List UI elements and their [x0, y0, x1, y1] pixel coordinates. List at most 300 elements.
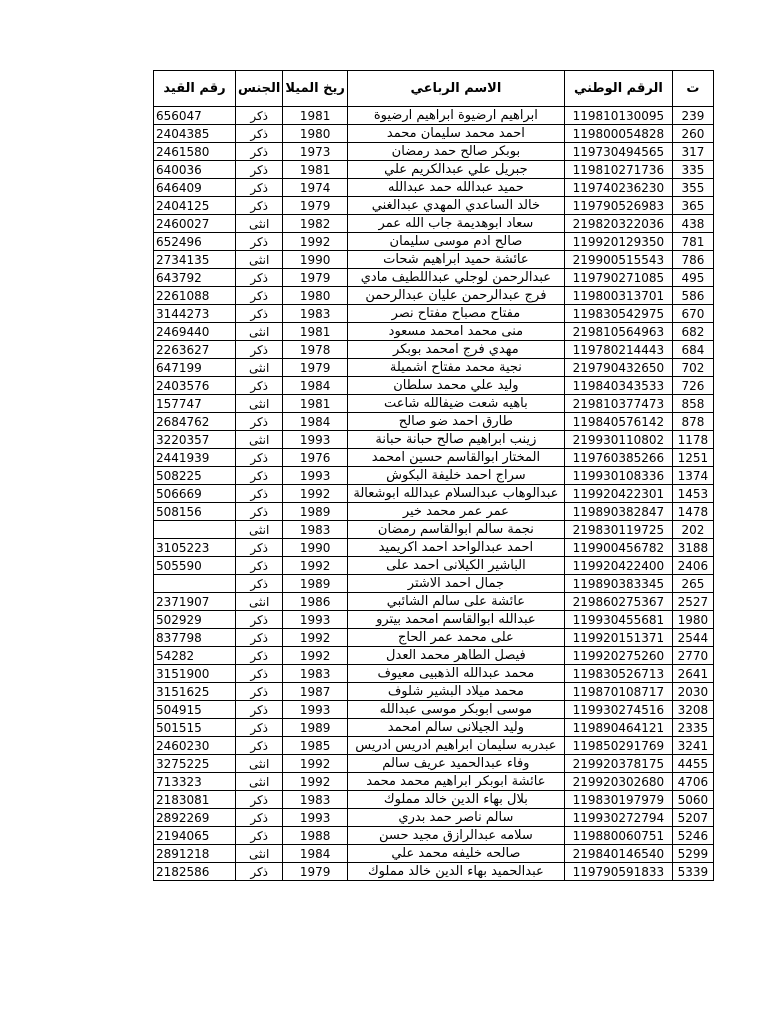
cell-birth-year: 1992 [283, 233, 348, 251]
cell-national-id: 119880060751 [564, 827, 672, 845]
cell-name: جبريل علي عبدالكريم علي [347, 161, 564, 179]
cell-seq: 858 [672, 395, 713, 413]
cell-seq: 682 [672, 323, 713, 341]
cell-birth-year: 1993 [283, 701, 348, 719]
table-row [154, 539, 714, 557]
cell-birth-year: 1976 [283, 449, 348, 467]
cell-birth-year: 1980 [283, 125, 348, 143]
cell-registry: 505590 [154, 557, 236, 575]
cell-registry: 713323 [154, 773, 236, 791]
cell-birth-year: 1992 [283, 485, 348, 503]
cell-gender: ذكر [236, 341, 283, 359]
cell-national-id: 119890382847 [564, 503, 672, 521]
cell-seq: 3208 [672, 701, 713, 719]
table-row [154, 359, 714, 377]
cell-national-id: 119830197979 [564, 791, 672, 809]
cell-registry: 2441939 [154, 449, 236, 467]
cell-gender: ذكر [236, 827, 283, 845]
cell-national-id: 119810130095 [564, 107, 672, 125]
cell-seq: 786 [672, 251, 713, 269]
cell-national-id: 219820322036 [564, 215, 672, 233]
cell-registry: 508225 [154, 467, 236, 485]
cell-birth-year: 1979 [283, 863, 348, 881]
table-row [154, 161, 714, 179]
table-row [154, 269, 714, 287]
cell-national-id: 219920302680 [564, 773, 672, 791]
cell-name: سعاد ابوهديمة جاب الله عمر [347, 215, 564, 233]
cell-name: عمر عمر محمد خير [347, 503, 564, 521]
cell-registry: 2891218 [154, 845, 236, 863]
cell-name: عائشة حميد ابراهيم شحات [347, 251, 564, 269]
cell-name: عبدالرحمن لوجلي عبداللطيف مادي [347, 269, 564, 287]
cell-gender: ذكر [236, 719, 283, 737]
table-row [154, 773, 714, 791]
cell-registry: 2261088 [154, 287, 236, 305]
table-row [154, 341, 714, 359]
cell-registry: 2892269 [154, 809, 236, 827]
cell-seq: 239 [672, 107, 713, 125]
table-row [154, 593, 714, 611]
cell-national-id: 119920275260 [564, 647, 672, 665]
cell-national-id: 119920422400 [564, 557, 672, 575]
cell-name: باهيه شعت ضيفالله شاعت [347, 395, 564, 413]
cell-gender: ذكر [236, 377, 283, 395]
cell-registry: 2183081 [154, 791, 236, 809]
cell-birth-year: 1993 [283, 467, 348, 485]
cell-national-id: 219860275367 [564, 593, 672, 611]
cell-seq: 1251 [672, 449, 713, 467]
cell-birth-year: 1981 [283, 395, 348, 413]
cell-birth-year: 1989 [283, 719, 348, 737]
cell-registry: 2371907 [154, 593, 236, 611]
cell-gender: ذكر [236, 647, 283, 665]
cell-gender: انثى [236, 593, 283, 611]
cell-birth-year: 1993 [283, 809, 348, 827]
cell-gender: ذكر [236, 467, 283, 485]
cell-registry: 2734135 [154, 251, 236, 269]
cell-gender: ذكر [236, 143, 283, 161]
cell-name: سالم ناصر حمد بدري [347, 809, 564, 827]
cell-registry: 640036 [154, 161, 236, 179]
cell-birth-year: 1986 [283, 593, 348, 611]
cell-gender: ذكر [236, 629, 283, 647]
cell-birth-year: 1980 [283, 287, 348, 305]
cell-birth-year: 1979 [283, 359, 348, 377]
table-row [154, 485, 714, 503]
table-row [154, 809, 714, 827]
cell-registry: 2461580 [154, 143, 236, 161]
table-row [154, 863, 714, 881]
table-row [154, 827, 714, 845]
cell-gender: ذكر [236, 107, 283, 125]
table-row [154, 215, 714, 233]
header-gender: الجنس [236, 71, 283, 107]
cell-gender: انثى [236, 251, 283, 269]
cell-registry: 2469440 [154, 323, 236, 341]
records-table [153, 70, 714, 881]
cell-birth-year: 1992 [283, 629, 348, 647]
cell-registry: 501515 [154, 719, 236, 737]
cell-seq: 202 [672, 521, 713, 539]
cell-seq: 2335 [672, 719, 713, 737]
cell-gender: انثى [236, 431, 283, 449]
cell-seq: 3188 [672, 539, 713, 557]
cell-name: عبدربه سليمان ابراهيم ادريس ادريس [347, 737, 564, 755]
cell-national-id: 119930274516 [564, 701, 672, 719]
cell-national-id: 219930110802 [564, 431, 672, 449]
table-row [154, 611, 714, 629]
cell-gender: ذكر [236, 179, 283, 197]
cell-registry: 2194065 [154, 827, 236, 845]
cell-national-id: 119840343533 [564, 377, 672, 395]
cell-national-id: 119830542975 [564, 305, 672, 323]
cell-name: الباشير الكيلانى احمد على [347, 557, 564, 575]
cell-name: بلال بهاء الدين خالد مملوك [347, 791, 564, 809]
cell-name: ابراهيم ارضيوة ابراهيم ارضيوة [347, 107, 564, 125]
table-row [154, 125, 714, 143]
cell-birth-year: 1984 [283, 413, 348, 431]
cell-name: حميد عبدالله حمد عبدالله [347, 179, 564, 197]
cell-seq: 2641 [672, 665, 713, 683]
cell-birth-year: 1987 [283, 683, 348, 701]
cell-seq: 260 [672, 125, 713, 143]
header-name: الاسم الرباعي [347, 71, 564, 107]
cell-national-id: 219920378175 [564, 755, 672, 773]
cell-gender: ذكر [236, 701, 283, 719]
cell-birth-year: 1993 [283, 611, 348, 629]
cell-seq: 2406 [672, 557, 713, 575]
cell-national-id: 119930272794 [564, 809, 672, 827]
cell-national-id: 119890464121 [564, 719, 672, 737]
cell-birth-year: 1989 [283, 575, 348, 593]
cell-gender: ذكر [236, 665, 283, 683]
table-row [154, 413, 714, 431]
cell-national-id: 119920151371 [564, 629, 672, 647]
cell-national-id: 119840576142 [564, 413, 672, 431]
cell-seq: 670 [672, 305, 713, 323]
cell-gender: انثى [236, 521, 283, 539]
table-row [154, 107, 714, 125]
cell-birth-year: 1973 [283, 143, 348, 161]
cell-birth-year: 1992 [283, 557, 348, 575]
cell-seq: 5060 [672, 791, 713, 809]
cell-name: وليد الجيلانى سالم امحمد [347, 719, 564, 737]
cell-registry: 54282 [154, 647, 236, 665]
cell-seq: 5246 [672, 827, 713, 845]
cell-registry: 2404125 [154, 197, 236, 215]
cell-seq: 1178 [672, 431, 713, 449]
cell-national-id: 119790591833 [564, 863, 672, 881]
table-row [154, 791, 714, 809]
cell-birth-year: 1978 [283, 341, 348, 359]
header-national-id: الرقم الوطني [564, 71, 672, 107]
table-row [154, 395, 714, 413]
cell-national-id: 119800313701 [564, 287, 672, 305]
cell-name: احمد محمد سليمان محمد [347, 125, 564, 143]
table-row [154, 431, 714, 449]
cell-seq: 4706 [672, 773, 713, 791]
cell-birth-year: 1983 [283, 305, 348, 323]
cell-name: فرج عبدالرحمن عليان عبدالرحمن [347, 287, 564, 305]
cell-gender: ذكر [236, 161, 283, 179]
cell-seq: 3241 [672, 737, 713, 755]
cell-name: مهدي فرج امحمد بوبكر [347, 341, 564, 359]
cell-registry: 2404385 [154, 125, 236, 143]
cell-seq: 265 [672, 575, 713, 593]
table-row [154, 557, 714, 575]
cell-seq: 335 [672, 161, 713, 179]
cell-gender: ذكر [236, 269, 283, 287]
cell-seq: 878 [672, 413, 713, 431]
cell-gender: ذكر [236, 287, 283, 305]
cell-registry: 643792 [154, 269, 236, 287]
cell-registry: 3220357 [154, 431, 236, 449]
cell-birth-year: 1989 [283, 503, 348, 521]
table-row [154, 449, 714, 467]
cell-registry: 2263627 [154, 341, 236, 359]
table-row [154, 377, 714, 395]
cell-birth-year: 1990 [283, 539, 348, 557]
cell-registry [154, 521, 236, 539]
cell-registry: 837798 [154, 629, 236, 647]
cell-registry: 2460230 [154, 737, 236, 755]
table-row [154, 683, 714, 701]
cell-national-id: 119780214443 [564, 341, 672, 359]
cell-seq: 5339 [672, 863, 713, 881]
table-row [154, 755, 714, 773]
cell-gender: ذكر [236, 305, 283, 323]
cell-name: عائشة على سالم الشائبي [347, 593, 564, 611]
cell-national-id: 119920422301 [564, 485, 672, 503]
cell-birth-year: 1983 [283, 791, 348, 809]
cell-seq: 2527 [672, 593, 713, 611]
cell-name: وليد علي محمد سلطان [347, 377, 564, 395]
cell-name: موسى ابوبكر موسى عبدالله [347, 701, 564, 719]
cell-name: سراج احمد خليفة البكوش [347, 467, 564, 485]
cell-registry: 3151625 [154, 683, 236, 701]
cell-national-id: 119890383345 [564, 575, 672, 593]
cell-gender: ذكر [236, 557, 283, 575]
cell-registry: 502929 [154, 611, 236, 629]
table-row [154, 287, 714, 305]
cell-seq: 2770 [672, 647, 713, 665]
cell-name: بوبكر صالح حمد رمضان [347, 143, 564, 161]
cell-birth-year: 1993 [283, 431, 348, 449]
cell-name: وفاء عبدالحميد عريف سالم [347, 755, 564, 773]
cell-gender: انثى [236, 323, 283, 341]
cell-seq: 1374 [672, 467, 713, 485]
cell-birth-year: 1979 [283, 197, 348, 215]
cell-gender: ذكر [236, 197, 283, 215]
cell-seq: 2030 [672, 683, 713, 701]
cell-gender: انثى [236, 359, 283, 377]
cell-seq: 365 [672, 197, 713, 215]
cell-birth-year: 1983 [283, 665, 348, 683]
cell-national-id: 119900456782 [564, 539, 672, 557]
cell-gender: انثى [236, 755, 283, 773]
cell-national-id: 219810564963 [564, 323, 672, 341]
cell-national-id: 119800054828 [564, 125, 672, 143]
cell-seq: 5299 [672, 845, 713, 863]
cell-registry: 2460027 [154, 215, 236, 233]
cell-national-id: 119810271736 [564, 161, 672, 179]
table-row [154, 143, 714, 161]
cell-registry: 3151900 [154, 665, 236, 683]
cell-registry: 646409 [154, 179, 236, 197]
cell-birth-year: 1981 [283, 161, 348, 179]
cell-birth-year: 1992 [283, 755, 348, 773]
table-row [154, 521, 714, 539]
cell-gender: ذكر [236, 863, 283, 881]
cell-seq: 1980 [672, 611, 713, 629]
cell-name: مفتاح مصباح مفتاح نصر [347, 305, 564, 323]
cell-seq: 702 [672, 359, 713, 377]
cell-seq: 4455 [672, 755, 713, 773]
cell-registry: 508156 [154, 503, 236, 521]
cell-name: على محمد عمر الحاج [347, 629, 564, 647]
cell-registry: 656047 [154, 107, 236, 125]
table-row [154, 629, 714, 647]
cell-seq: 726 [672, 377, 713, 395]
cell-registry: 3275225 [154, 755, 236, 773]
table-row [154, 233, 714, 251]
table-row [154, 665, 714, 683]
cell-national-id: 119790271085 [564, 269, 672, 287]
cell-national-id: 119870108717 [564, 683, 672, 701]
cell-gender: ذكر [236, 233, 283, 251]
cell-name: طارق احمد ضو صالح [347, 413, 564, 431]
cell-name: احمد عبدالواحد احمد اكريميد [347, 539, 564, 557]
cell-national-id: 119740236230 [564, 179, 672, 197]
cell-gender: ذكر [236, 737, 283, 755]
table-row [154, 719, 714, 737]
header-row [154, 71, 714, 107]
cell-registry: 652496 [154, 233, 236, 251]
cell-gender: ذكر [236, 809, 283, 827]
cell-name: محمد عبدالله الذهبيى معيوف [347, 665, 564, 683]
cell-national-id: 119790526983 [564, 197, 672, 215]
table-row [154, 467, 714, 485]
cell-seq: 684 [672, 341, 713, 359]
header-seq: ت [672, 71, 713, 107]
cell-registry: 3144273 [154, 305, 236, 323]
cell-national-id: 119850291769 [564, 737, 672, 755]
cell-national-id: 219840146540 [564, 845, 672, 863]
cell-gender: ذكر [236, 125, 283, 143]
cell-gender: ذكر [236, 449, 283, 467]
cell-registry: 2403576 [154, 377, 236, 395]
cell-seq: 781 [672, 233, 713, 251]
cell-birth-year: 1983 [283, 521, 348, 539]
table-row [154, 701, 714, 719]
cell-name: سلامه عبدالرازق مجيد حسن [347, 827, 564, 845]
cell-seq: 355 [672, 179, 713, 197]
cell-seq: 2544 [672, 629, 713, 647]
cell-seq: 5207 [672, 809, 713, 827]
cell-registry [154, 575, 236, 593]
cell-birth-year: 1981 [283, 323, 348, 341]
cell-name: زينب ابراهيم صالح حبانة حبانة [347, 431, 564, 449]
cell-name: المختار ابوالقاسم حسين امحمد [347, 449, 564, 467]
header-birth-year: ريخ الميلا [283, 71, 348, 107]
cell-registry: 647199 [154, 359, 236, 377]
table-row [154, 197, 714, 215]
cell-national-id: 219900515543 [564, 251, 672, 269]
cell-name: عبدالوهاب عبدالسلام عبدالله ابوشعالة [347, 485, 564, 503]
cell-seq: 438 [672, 215, 713, 233]
cell-seq: 586 [672, 287, 713, 305]
cell-birth-year: 1981 [283, 107, 348, 125]
cell-national-id: 219790432650 [564, 359, 672, 377]
cell-national-id: 119830526713 [564, 665, 672, 683]
cell-seq: 1478 [672, 503, 713, 521]
records-sheet [153, 70, 714, 881]
cell-national-id: 119730494565 [564, 143, 672, 161]
cell-name: عبدالله ابوالقاسم امحمد بيترو [347, 611, 564, 629]
cell-name: فيصل الطاهر محمد العدل [347, 647, 564, 665]
cell-birth-year: 1992 [283, 647, 348, 665]
cell-name: منى محمد امحمد مسعود [347, 323, 564, 341]
cell-name: صالح ادم موسى سليمان [347, 233, 564, 251]
table-row [154, 575, 714, 593]
cell-birth-year: 1988 [283, 827, 348, 845]
table-body [154, 107, 714, 881]
table-row [154, 737, 714, 755]
cell-name: نجية محمد مفتاح اشميلة [347, 359, 564, 377]
cell-name: عائشة ابوبكر ابراهيم محمد محمد [347, 773, 564, 791]
cell-gender: ذكر [236, 791, 283, 809]
cell-birth-year: 1985 [283, 737, 348, 755]
cell-national-id: 219830119725 [564, 521, 672, 539]
cell-gender: ذكر [236, 539, 283, 557]
table-row [154, 647, 714, 665]
cell-birth-year: 1974 [283, 179, 348, 197]
table-row [154, 179, 714, 197]
cell-gender: ذكر [236, 611, 283, 629]
cell-name: نجمة سالم ابوالقاسم رمضان [347, 521, 564, 539]
cell-name: خالد الساعدي المهدي عبدالغني [347, 197, 564, 215]
cell-gender: ذكر [236, 485, 283, 503]
cell-birth-year: 1984 [283, 377, 348, 395]
cell-seq: 495 [672, 269, 713, 287]
cell-national-id: 119920129350 [564, 233, 672, 251]
table-row [154, 323, 714, 341]
cell-gender: انثى [236, 215, 283, 233]
cell-gender: انثى [236, 395, 283, 413]
cell-national-id: 119930108336 [564, 467, 672, 485]
cell-name: محمد ميلاد البشير شلوف [347, 683, 564, 701]
cell-registry: 506669 [154, 485, 236, 503]
cell-gender: ذكر [236, 503, 283, 521]
cell-name: عبدالحميد بهاء الدين خالد مملوك [347, 863, 564, 881]
cell-birth-year: 1992 [283, 773, 348, 791]
cell-gender: ذكر [236, 413, 283, 431]
table-row [154, 251, 714, 269]
cell-birth-year: 1990 [283, 251, 348, 269]
table-row [154, 845, 714, 863]
cell-gender: ذكر [236, 683, 283, 701]
cell-name: صالحه خليفه محمد علي [347, 845, 564, 863]
cell-birth-year: 1982 [283, 215, 348, 233]
cell-national-id: 119760385266 [564, 449, 672, 467]
cell-birth-year: 1979 [283, 269, 348, 287]
cell-national-id: 119930455681 [564, 611, 672, 629]
cell-registry: 2684762 [154, 413, 236, 431]
header-registry: رقم القيد [154, 71, 236, 107]
cell-registry: 3105223 [154, 539, 236, 557]
cell-registry: 2182586 [154, 863, 236, 881]
table-row [154, 503, 714, 521]
